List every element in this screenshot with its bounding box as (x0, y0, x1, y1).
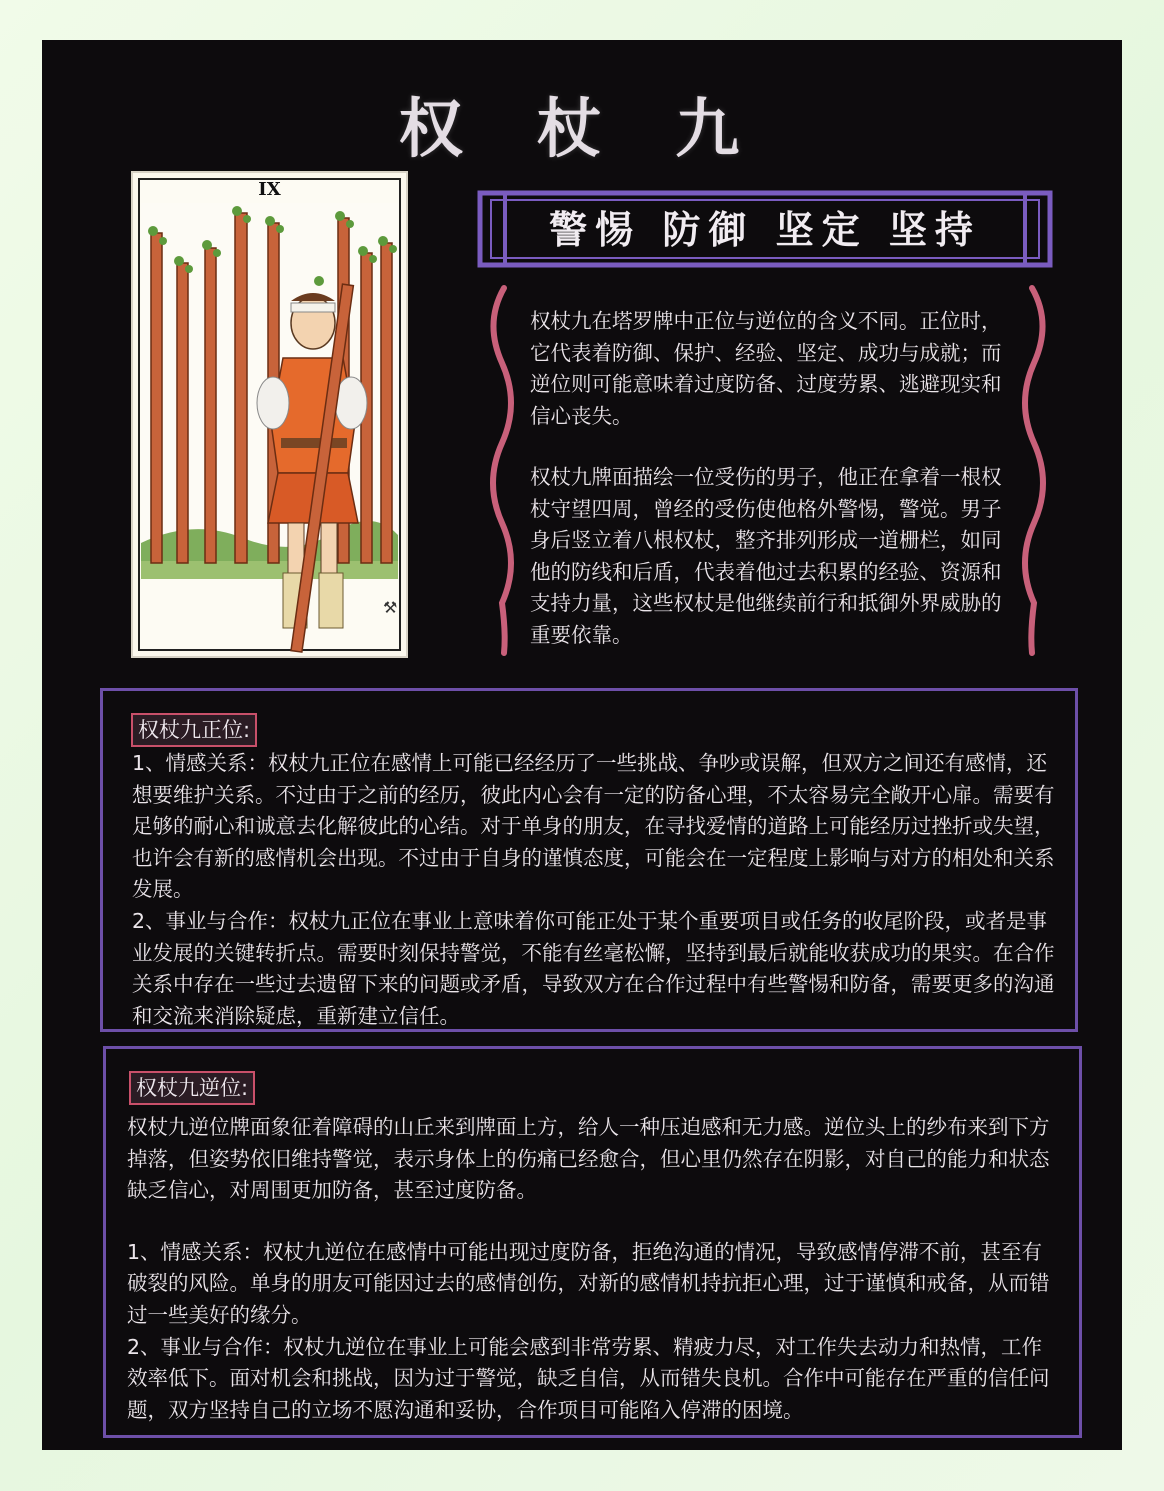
reversed-intro: 权杖九逆位牌面象征着障碍的山丘来到牌面上方，给人一种压迫感和无力感。逆位头上的纱布来到下方掉落，但姿势依旧维持警觉，表示身体上的伤痛已经愈合，但心里仍然存在阴影，对自己的能力和状态缺乏信心，对周围更加防备，甚至过度防备。 (127, 1115, 1050, 1203)
svg-text:⚒: ⚒ (383, 598, 398, 617)
intro-paragraph: 权杖九牌面描绘一位受伤的男子，他正在拿着一根权杖守望四周，曾经的受伤使他格外警惕，警觉。男子身后竖立着八根权杖，整齐排列形成一道栅栏，如同他的防线和后盾，代表着他过去积累的经验、资源和支持力量，这些权杖是他继续前行和抵御外界威胁的重要依靠。 (530, 465, 1002, 647)
keywords-text: 警惕 防御 坚定 坚持 (549, 208, 981, 252)
keyword-banner (477, 190, 1053, 268)
page-title: 权 杖 九 (398, 93, 766, 167)
reversed-text (127, 1112, 1059, 1426)
upright-item: 1、情感关系：权杖九正位在感情上可能已经经历了一些挑战、争吵或误解，但双方之间还有感情，还想要维护关系。不过由于之前的经历，彼此内心会有一定的防备心理，不太容易完全敞开心扉。需要有足够的耐心和诚意去化解彼此的心结。对于单身的朋友，在寻找爱情的道路上可能经历过挫折或失望，也许会有新的感情机会出现。不过由于自身的谨慎态度，可能会在一定程度上影响与对方的相处和关系发展。 (132, 751, 1055, 902)
reversed-item: 2、事业与合作：权杖九逆位在事业上可能会感到非常劳累、精疲力尽，对工作失去动力和热情，工作效率低下。面对机会和挑战，因为过于警觉，缺乏自信，从而错失良机。合作中可能存在严重的信任问题，双方坚持自己的立场不愿沟通和妥协，合作项目可能陷入停滞的困境。 (127, 1334, 1050, 1422)
tarot-card-image (131, 171, 408, 658)
nine-of-wands-illustration (133, 173, 406, 656)
intro-paragraph: 权杖九在塔罗牌中正位与逆位的含义不同。正位时，它代表着防御、保护、经验、坚定、成功与成就；而逆位则可能意味着过度防备、过度劳累、逃避现实和信心丧失。 (530, 309, 1002, 428)
reversed-label: 权杖九逆位: (129, 1071, 255, 1105)
upright-label: 权杖九正位: (131, 713, 257, 747)
card-numeral: IX (258, 179, 281, 200)
intro-text (530, 306, 1008, 651)
upright-item: 2、事业与合作：权杖九正位在事业上意味着你可能正处于某个重要项目或任务的收尾阶段，或者是事业发展的关键转折点。需要时刻保持警觉，不能有丝毫松懈，坚持到最后就能收获成功的果实。在合作关系中存在一些过去遗留下来的问题或矛盾，导致双方在合作过程中有些警惕和防备，需要更多的沟通和交流来消除疑虑，重新建立信任。 (132, 908, 1055, 1028)
reversed-item: 1、情感关系：权杖九逆位在感情中可能出现过度防备，拒绝沟通的情况，导致感情停滞不前，甚至有破裂的风险。单身的朋友可能因过去的感情创伤，对新的感情机持抗拒心理，过于谨慎和戒备，从而错过一些美好的缘分。 (127, 1239, 1050, 1327)
upright-text (132, 748, 1062, 1032)
